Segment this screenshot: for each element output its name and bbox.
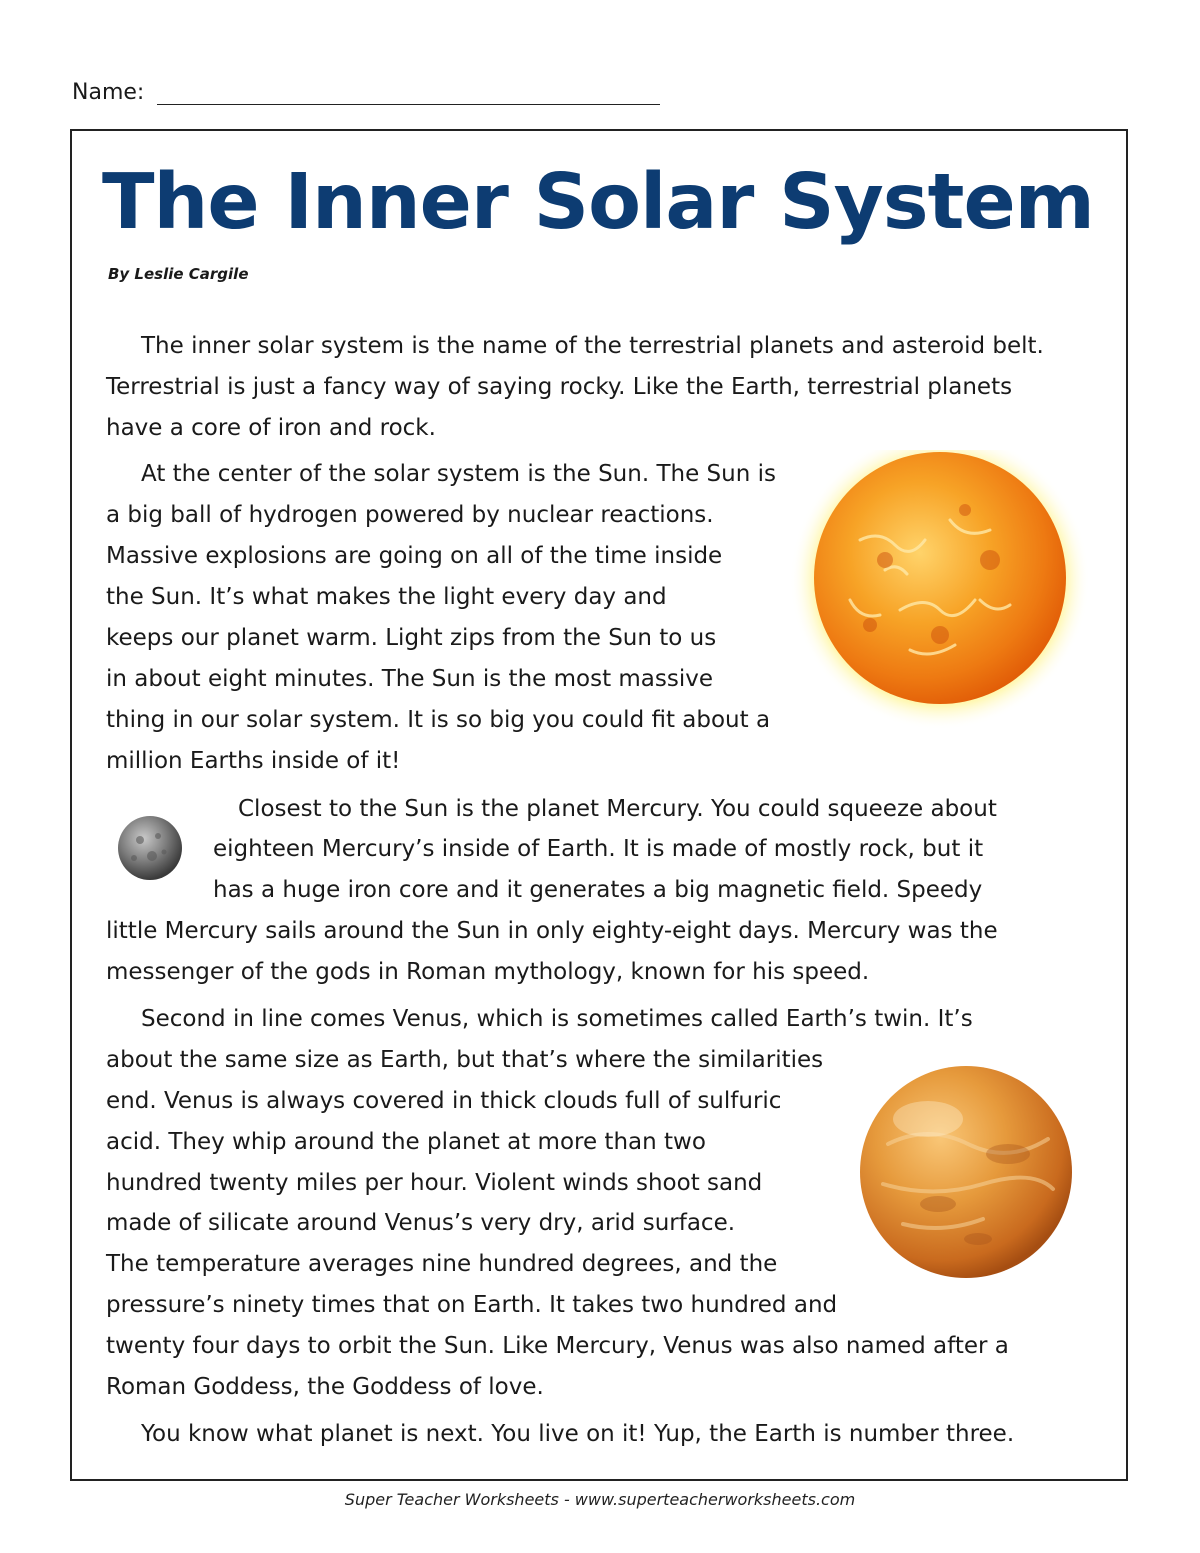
byline: By Leslie Cargile [108, 265, 249, 283]
text-line: Terrestrial is just a fancy way of saying rocky. Like the Earth, terrestrial planets [106, 374, 1013, 400]
text-line: little Mercury sails around the Sun in only eighty-eight days. Mercury was the [106, 918, 998, 944]
text-line: pressure’s ninety times that on Earth. It takes two hundred and [106, 1292, 838, 1318]
name-blank-line [157, 104, 660, 105]
text-line: a big ball of hydrogen powered by nuclear reactions. [106, 502, 714, 528]
text-line: The temperature averages nine hundred degrees, and the [106, 1251, 778, 1277]
text-line: made of silicate around Venus’s very dry, arid surface. [106, 1210, 736, 1236]
text-line: You know what planet is next. You live on it! Yup, the Earth is number three. [141, 1421, 1015, 1447]
footer-credit: Super Teacher Worksheets - www.superteacherworksheets.com [344, 1490, 856, 1509]
text-line: have a core of iron and rock. [106, 415, 436, 441]
text-line: Massive explosions are going on all of the time inside [106, 543, 723, 569]
text-line: keeps our planet warm. Light zips from the Sun to us [106, 625, 717, 651]
text-line: about the same size as Earth, but that’s where the similarities [106, 1047, 824, 1073]
text-line: The inner solar system is the name of the terrestrial planets and asteroid belt. [141, 333, 1044, 359]
text-line: At the center of the solar system is the Sun. The Sun is [141, 461, 776, 487]
text-line: Closest to the Sun is the planet Mercury. You could squeeze about [238, 796, 997, 822]
text-line: the Sun. It’s what makes the light every day and [106, 584, 667, 610]
text-line: in about eight minutes. The Sun is the most massive [106, 666, 714, 692]
text-line: messenger of the gods in Roman mythology, known for his speed. [106, 959, 870, 985]
venus-image [858, 1064, 1074, 1280]
text-line: end. Venus is always covered in thick clouds full of sulfuric [106, 1088, 782, 1114]
text-line: thing in our solar system. It is so big you could fit about a [106, 707, 771, 733]
text-line: hundred twenty miles per hour. Violent winds shoot sand [106, 1170, 763, 1196]
text-line: has a huge iron core and it generates a big magnetic field. Speedy [213, 877, 983, 903]
text-line: twenty four days to orbit the Sun. Like Mercury, Venus was also named after a [106, 1333, 1009, 1359]
text-line: eighteen Mercury’s inside of Earth. It is made of mostly rock, but it [213, 836, 984, 862]
text-line: million Earths inside of it! [106, 748, 401, 774]
text-line: Second in line comes Venus, which is sometimes called Earth’s twin. It’s [141, 1006, 973, 1032]
text-line: acid. They whip around the planet at more than two [106, 1129, 706, 1155]
sun-image [790, 450, 1090, 750]
mercury-image [116, 814, 184, 882]
text-line: Roman Goddess, the Goddess of love. [106, 1374, 544, 1400]
name-label: Name: [72, 80, 145, 105]
page-title: The Inner Solar System [102, 158, 1094, 247]
